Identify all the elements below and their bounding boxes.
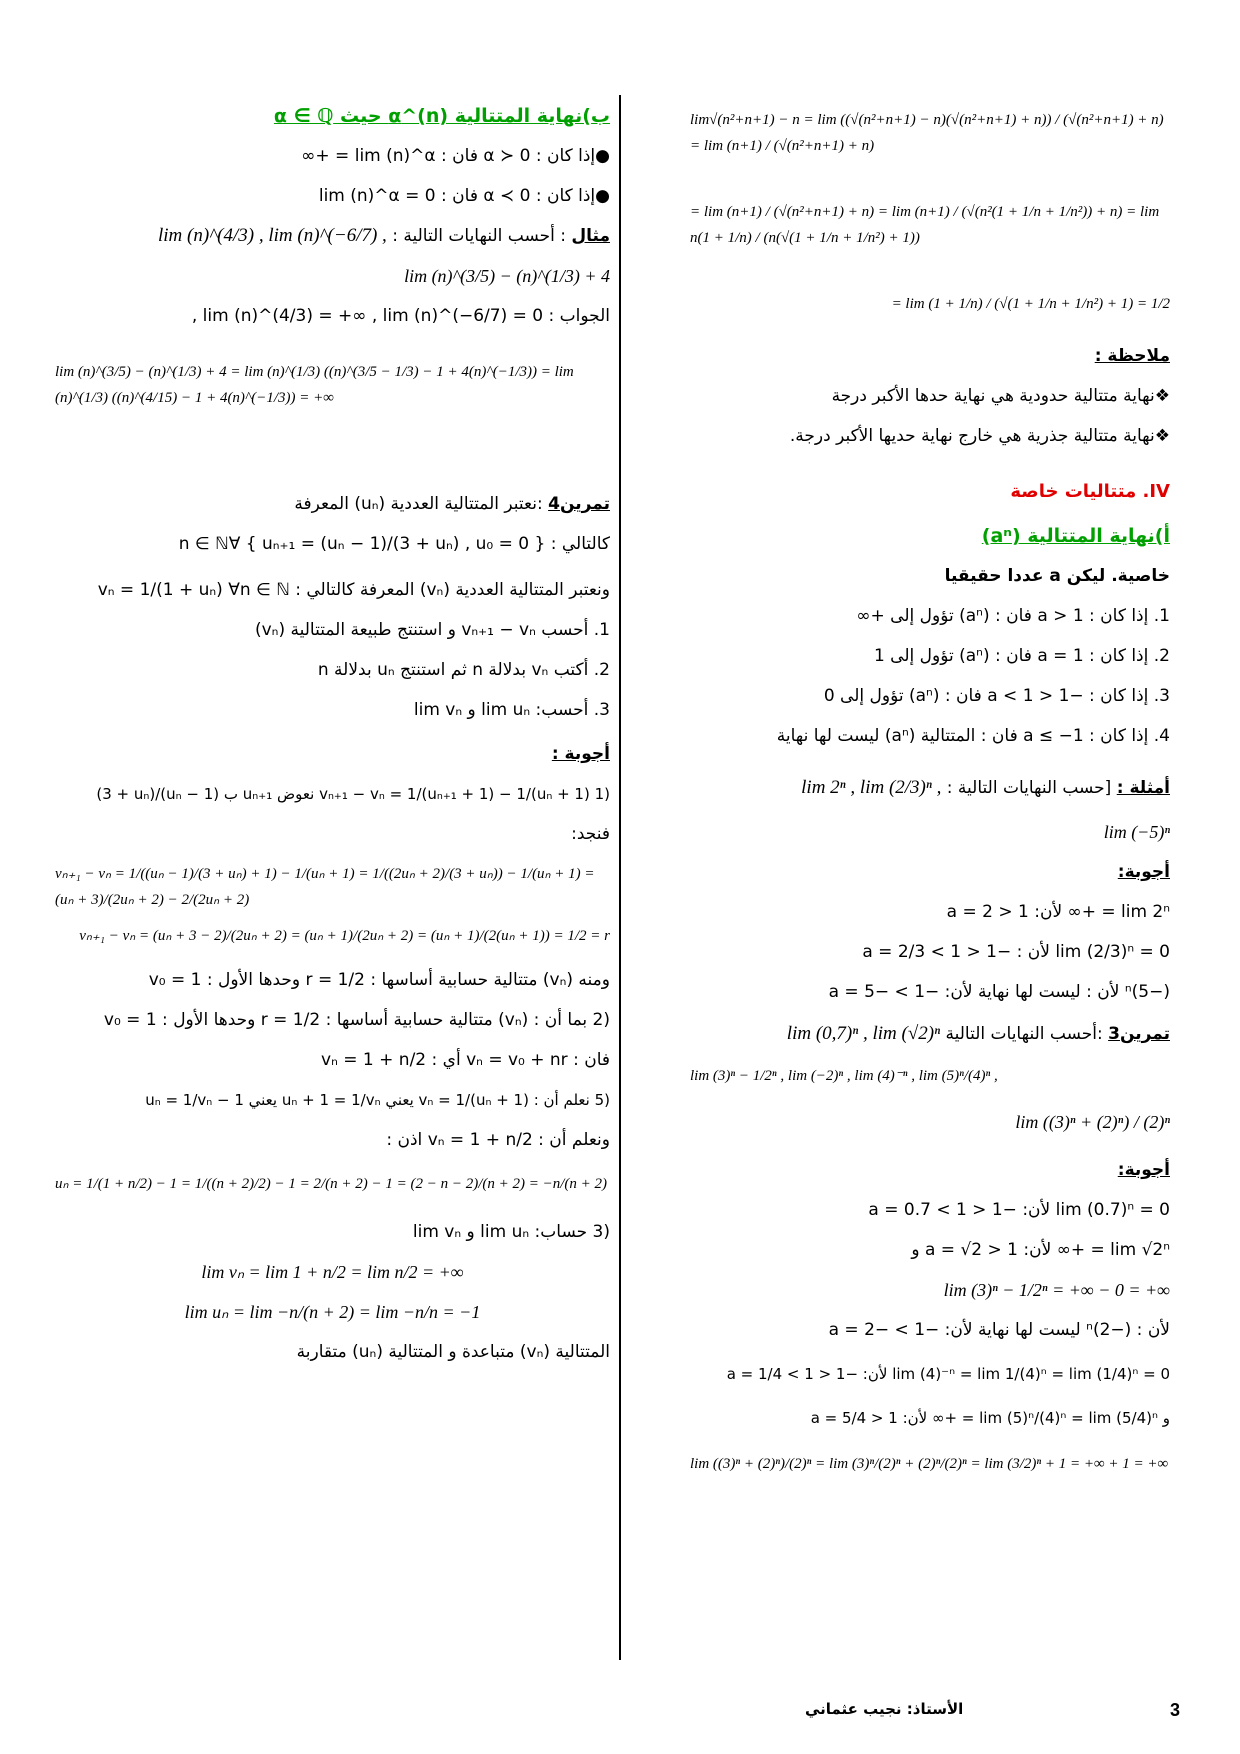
section-iv-title: IV. متتاليات خاصة (1010, 481, 1170, 502)
solution-1: (1 vₙ₊₁ − vₙ = 1/(uₙ₊₁ + 1) − 1/(uₙ + 1) نعوض uₙ₊₁ ب (uₙ − 1)/(3 + uₙ) (96, 785, 610, 803)
answers-title: أجوبة: (1117, 862, 1170, 882)
answer2-6: و lim (5)ⁿ/(4)ⁿ = lim (5/4)ⁿ = +∞ لأن: a = 5/4 > 1 (810, 1409, 1170, 1427)
equation-r1: lim√(n²+n+1) − n = lim ((√(n²+n+1) − n)(√(n²+n+1) + n)) / (√(n²+n+1) + n) = lim (n+1) / (√(n²+n+1) + n) (690, 112, 1164, 154)
example-text: : أحسب النهايات التالية : (392, 226, 566, 246)
author-name: الأستاذ: نجيب عثماني (805, 1700, 964, 1718)
left-column (55, 95, 610, 1379)
example-math: lim (n)^(4/3) , lim (n)^(−6/7) , (157, 225, 387, 246)
property-item-1: 1. إذا كان : a > 1 فان : (aⁿ) تؤول إلى +∞ (856, 606, 1170, 626)
property-item-3: 3. إذا كان : −1 < a < 1 فان : (aⁿ) تؤول إلى 0 (823, 686, 1170, 706)
exercise3-math-2: lim (3)ⁿ − 1/2ⁿ , lim (−2)ⁿ , lim (4)⁻ⁿ , lim (5)ⁿ/(4)ⁿ , (690, 1068, 998, 1084)
solution-10: (3 حساب: lim uₙ و lim vₙ (412, 1222, 610, 1242)
case-2: ● إذا كان : α ≺ 0 فان : lim (n)^α = 0 (55, 183, 610, 217)
equation-r3: = lim (1 + 1/n) / (√(1 + 1/n + 1/n²) + 1) = 1/2 (891, 296, 1170, 312)
examples-row (690, 775, 1170, 809)
exercise3-text: :أحسب النهايات التالية (945, 1024, 1103, 1044)
case-1: ● إذا كان : α ≻ 0 فان : lim (n)^α = +∞ (55, 143, 610, 177)
exercise4-v-definition: ونعتبر المتتالية العددية (vₙ) المعرفة كالتالي : vₙ = 1/(1 + uₙ) ∀n ∈ ℕ (97, 580, 610, 600)
solutions-title: أجوبة : (551, 744, 610, 764)
solution-11: lim vₙ = lim 1 + n/2 = lim n/2 = +∞ (201, 1262, 464, 1282)
solution-5: (2 بما أن : (vₙ) متتالية حسابية أساسها : r = 1/2 وحدها الأول : v₀ = 1 (103, 1010, 610, 1030)
note-item-2: ❖ نهاية متتالية جذرية هي خارج نهاية حديها الأكبر درجة. (690, 423, 1170, 457)
solution-4: ومنه (vₙ) متتالية حسابية أساسها : r = 1/2 وحدها الأول : v₀ = 1 (148, 970, 610, 990)
page-footer (0, 1700, 1240, 1730)
answer2-4: لأن : (−2)ⁿ ليست لها نهاية لأن: −1 > −2 = a (828, 1320, 1170, 1340)
note-title: ملاحظة : (1094, 346, 1170, 366)
solution-8: ونعلم أن : vₙ = 1 + n/2 اذن : (386, 1130, 610, 1150)
solution-9: uₙ = 1/(1 + n/2) − 1 = 1/((n + 2)/2) − 1 = 2/(n + 2) − 1 = (2 − n − 2)/(n + 2) = −n/(n + 2) (55, 1176, 608, 1192)
column-divider (619, 95, 621, 1660)
question-2: 2. أكتب vₙ بدلالة n ثم استنتج uₙ بدلالة n (317, 660, 610, 680)
answer-3: (−5)ⁿ لأن : ليست لها نهاية لأن: −1 > −5 = a (828, 982, 1170, 1002)
property-item-2: 2. إذا كان : a = 1 فان : (aⁿ) تؤول إلى 1 (873, 646, 1170, 666)
answer2-2: lim √2ⁿ = +∞ لأن: a = √2 > 1 و (911, 1240, 1170, 1260)
subsection-a-title: أ)نهاية المتتالية (aⁿ) (981, 525, 1170, 547)
solution-2: vₙ₊₁ − vₙ = 1/((uₙ − 1)/(3 + uₙ) + 1) − 1/(uₙ + 1) = 1/((2uₙ + 2)/(3 + uₙ)) − 1/(uₙ + 1) = (uₙ + 3)/(2uₙ + 2) − 2/(2uₙ + 2) (55, 866, 595, 908)
answer2-7: lim ((3)ⁿ + (2)ⁿ)/(2)ⁿ = lim (3)ⁿ/(2)ⁿ + (2)ⁿ/(2)ⁿ = lim (3/2)ⁿ + 1 = +∞ + 1 = +∞ (690, 1456, 1169, 1472)
solution-7: (5 نعلم أن : vₙ = 1/(uₙ + 1) يعني uₙ + 1 = 1/vₙ يعني uₙ = 1/vₙ − 1 (145, 1091, 610, 1109)
example-long-equation: lim (n)^(3/5) − (n)^(1/3) + 4 = lim (n)^(1/3) ((n)^(3/5 − 1/3) − 1 + 4(n)^(−1/3)) = lim (n)^(1/3) ((n)^(4/15) − 1 + 4(n)^(−1/3)) = +∞ (55, 364, 574, 406)
answer-1: lim 2ⁿ = +∞ لأن: a = 2 > 1 (946, 902, 1170, 922)
property-item-4: 4. إذا كان : a ≤ −1 فان : المتتالية (aⁿ) ليست لها نهاية (776, 726, 1170, 746)
answers2-title: أجوبة: (1117, 1160, 1170, 1180)
solution-3: vₙ₊₁ − vₙ = (uₙ + 3 − 2)/(2uₙ + 2) = (uₙ + 1)/(2uₙ + 2) = (uₙ + 1)/(2(uₙ + 1)) = 1/2 = r (79, 928, 610, 944)
example-math-2: lim (n)^(3/5) − (n)^(1/3) + 4 (404, 266, 610, 286)
solution-12: lim uₙ = lim −n/(n + 2) = lim −n/n = −1 (184, 1302, 481, 1322)
exercise3-title: تمرين3 (1108, 1024, 1170, 1044)
equation-r2: = lim (n+1) / (√(n²+n+1) + n) = lim (n+1) / (√(n²(1 + 1/n + 1/n²)) + n) = lim n(1 + 1/n) / (n(√(1 + 1/n + 1/n²) + 1)) (690, 204, 1160, 246)
answer2-1: lim (0.7)ⁿ = 0 لأن: −1 < a = 0.7 < 1 (868, 1200, 1170, 1220)
examples-math: lim 2ⁿ , lim (2/3)ⁿ , (801, 777, 942, 798)
solution-13: المتتالية (vₙ) متباعدة و المتتالية (uₙ) متقاربة (296, 1342, 610, 1362)
subsection-b-title: ب)نهاية المتتالية (n)^α حيث α ∈ ℚ (273, 105, 610, 127)
exercise4-text: :نعتبر المتتالية العددية (uₙ) المعرفة (294, 494, 543, 514)
solution-6: فان : vₙ = v₀ + nr أي : vₙ = 1 + n/2 (321, 1050, 610, 1070)
exercise3-math-3: lim ((3)ⁿ + (2)ⁿ) / (2)ⁿ (1015, 1112, 1170, 1132)
examples-text: [حسب النهايات التالية : (946, 778, 1112, 798)
exercise3-math-1: lim (0,7)ⁿ , lim (√2)ⁿ (786, 1023, 941, 1044)
solution-find: فنجد: (571, 824, 610, 844)
question-3: 3. أحسب: lim uₙ و lim vₙ (413, 700, 610, 720)
exercise4-row (55, 491, 610, 525)
property-title: خاصية. ليكن a عددا حقيقيا (944, 566, 1170, 586)
page-number: 3 (1170, 1700, 1181, 1720)
exercise4-definition: كالتالي : { uₙ₊₁ = (uₙ − 1)/(3 + uₙ) , u₀ = 0 } ∀n ∈ ℕ (178, 534, 610, 554)
answer-2: lim (2/3)ⁿ = 0 لأن : −1 < a = 2/3 < 1 (862, 942, 1170, 962)
exercise3-row (690, 1021, 1170, 1055)
exercise4-title: تمرين4 (548, 494, 610, 514)
example-answer: الجواب : lim (n)^(4/3) = +∞ , lim (n)^(−6/7) = 0 , (191, 306, 610, 326)
examples-math-2: lim (−5)ⁿ (1103, 822, 1170, 842)
answer2-3: lim (3)ⁿ − 1/2ⁿ = +∞ − 0 = +∞ (943, 1280, 1170, 1300)
note-item-1: ❖ نهاية متتالية حدودية هي نهاية حدها الأكبر درجة (690, 383, 1170, 417)
question-1: 1. أحسب vₙ₊₁ − vₙ و استنتج طبيعة المتتالية (vₙ) (254, 620, 610, 640)
example-label: مثال (571, 226, 610, 246)
right-column (690, 95, 1170, 1491)
answer2-5: lim (4)⁻ⁿ = lim 1/(4)ⁿ = lim (1/4)ⁿ = 0 لأن: −1 < a = 1/4 < 1 (726, 1365, 1170, 1383)
example-row (55, 223, 610, 257)
examples-title: أمثلة : (1116, 778, 1170, 798)
